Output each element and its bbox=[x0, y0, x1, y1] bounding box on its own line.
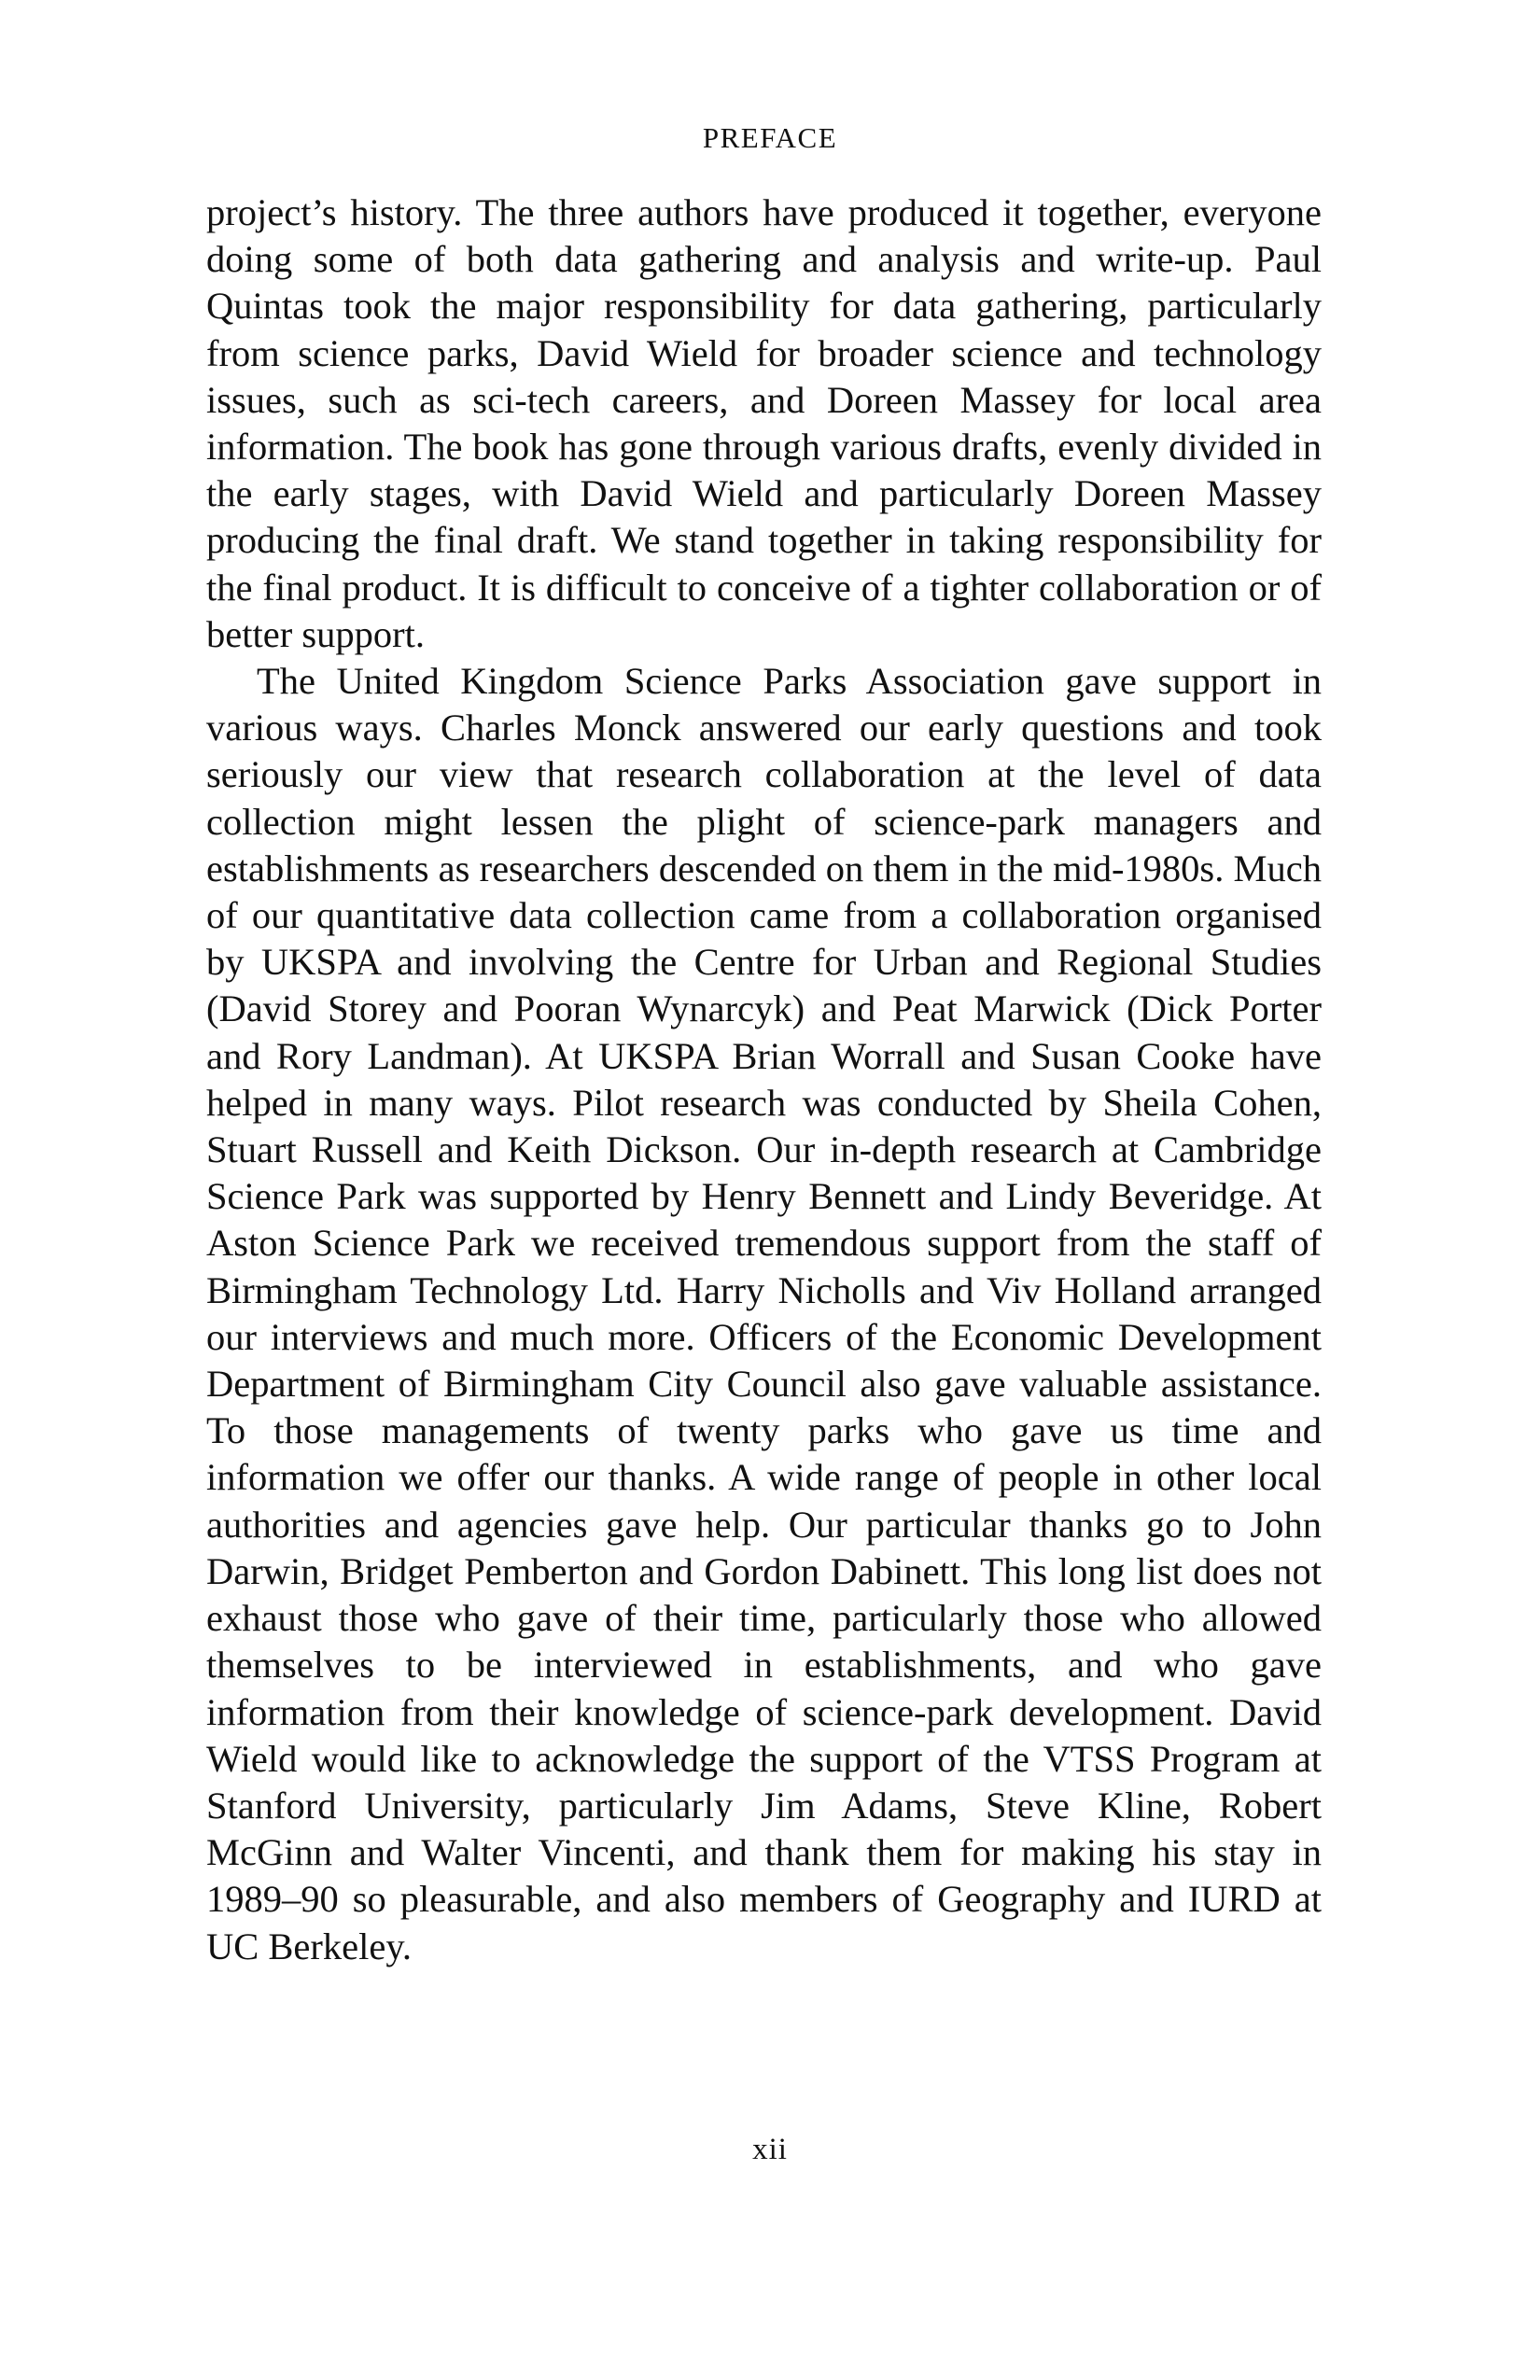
page-number: xii bbox=[752, 2133, 788, 2166]
body-text bbox=[206, 189, 1322, 1970]
paragraph-acknowledgements: The United Kingdom Science Parks Association gave support in various ways. Charles Monck answered our early questions and took seriously our view that research collaboration at the level of data collection might lessen the plight of science-park managers and establishments as researchers descended on them in the mid-1980s. Much of our quantitative data collection came from a collaboration organised by UKSPA and involving the Centre for Urban and Regional Studies (David Storey and Pooran Wynarcyk) and Peat Marwick (Dick Porter and Rory Landman). At UKSPA Brian Worrall and Susan Cooke have helped in many ways. Pilot research was conducted by Sheila Cohen, Stuart Russell and Keith Dickson. Our in-depth research at Cambridge Science Park was supported by Henry Bennett and Lindy Beveridge. At Aston Science Park we received tremendous support from the staff of Birmingham Technology Ltd. Harry Nicholls and Viv Holland arranged our interviews and much more. Officers of the Economic Development Department of Birmingham City Council also gave valuable assistance. To those managements of twenty parks who gave us time and information we offer our thanks. A wide range of people in other local authorities and agencies gave help. Our particular thanks go to John Darwin, Bridget Pemberton and Gordon Dabinett. This long list does not exhaust those who gave of their time, particularly those who allowed themselves to be interviewed in establishments, and who gave information from their knowledge of science-park development. David Wield would like to acknowledge the support of the VTSS Program at Stanford University, particularly Jim Adams, Steve Kline, Robert McGinn and Walter Vincenti, and thank them for making his stay in 1989–90 so pleasurable, and also members of Geography and IURD at UC Berkeley. bbox=[206, 660, 1322, 1967]
running-head: PREFACE bbox=[702, 121, 838, 154]
paragraph-authorship: project’s history. The three authors have produced it together, everyone doing some of both data gathering and analysis and write-up. Paul Quintas took the major responsibility for data gathering, particularly from science parks, David Wield for broader science and technology issues, such as sci-tech careers, and Doreen Massey for local area information. The book has gone through various drafts, evenly divided in the early stages, with David Wield and particularly Doreen Massey producing the final draft. We stand together in taking responsibility for the final product. It is difficult to conceive of a tighter collaboration or of better support. bbox=[206, 191, 1322, 655]
